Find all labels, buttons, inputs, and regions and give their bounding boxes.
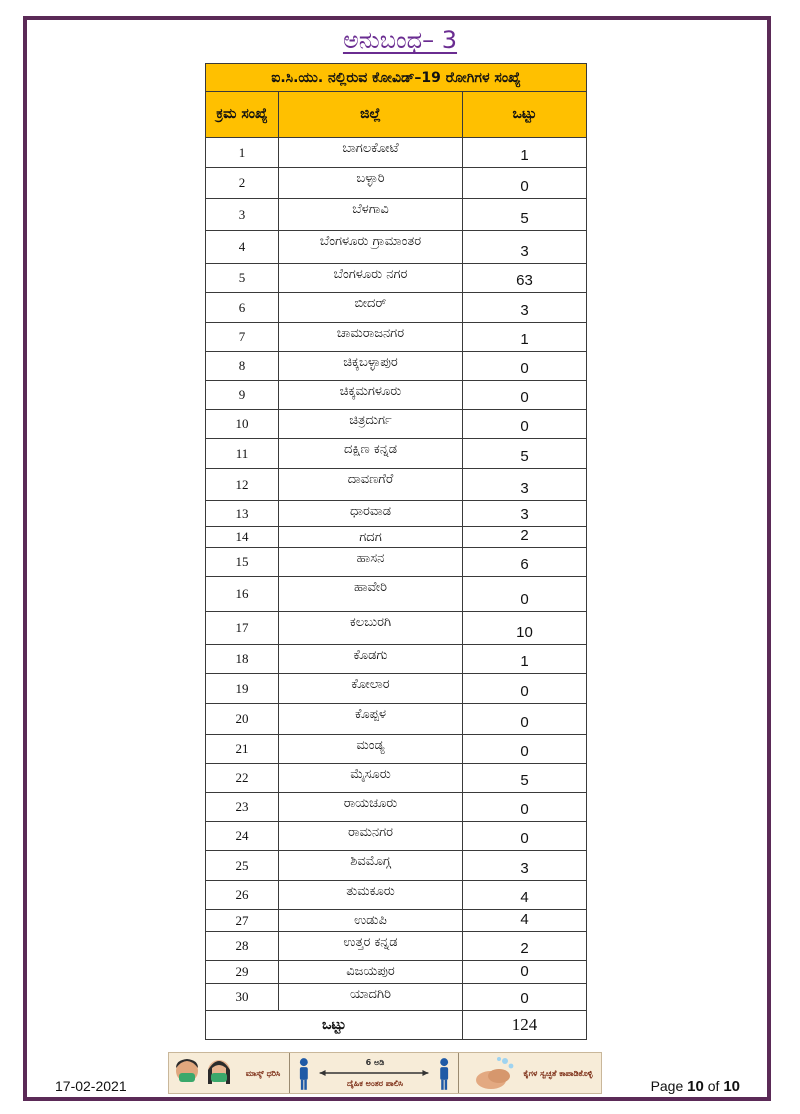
row-count: 0 [463, 381, 587, 410]
row-count: 0 [463, 984, 587, 1011]
row-serial-number: 30 [206, 984, 279, 1011]
page-current: 10 [687, 1078, 704, 1095]
table-row [206, 881, 587, 910]
table-row [206, 264, 587, 293]
header-district: ಜಿಲ್ಲೆ [279, 92, 463, 138]
row-count: 1 [463, 323, 587, 352]
row-serial-number: 8 [206, 352, 279, 381]
row-district: ದಾವಣಗೆರೆ [279, 469, 463, 501]
row-serial-number: 13 [206, 501, 279, 527]
header-total: ಒಟ್ಟು [463, 92, 587, 138]
row-district: ಚಿಕ್ಕಮಗಳೂರು [279, 381, 463, 410]
row-count: 0 [463, 410, 587, 439]
total-row [206, 1011, 587, 1040]
table-row [206, 439, 587, 469]
handwash-text: ಕೈಗಳ ಸ್ವಚ್ಛತೆ ಕಾಪಾಡಿಕೊಳ್ಳಿ [523, 1068, 593, 1078]
row-district: ಚಾಮರಾಜನಗರ [279, 323, 463, 352]
covid-guidelines-banner [168, 1052, 602, 1094]
row-count: 5 [463, 199, 587, 231]
row-serial-number: 15 [206, 548, 279, 577]
row-district: ಕೊಡಗು [279, 645, 463, 674]
masked-faces-icon [169, 1054, 241, 1092]
table-row [206, 645, 587, 674]
row-serial-number: 21 [206, 735, 279, 764]
row-district: ಚಿಕ್ಕಬಳ್ಳಾಪುರ [279, 352, 463, 381]
row-count: 0 [463, 168, 587, 199]
row-district: ಬೆಳಗಾವಿ [279, 199, 463, 231]
row-count: 0 [463, 961, 587, 984]
row-district: ವಿಜಯಪುರ [279, 961, 463, 984]
icu-patients-table [205, 63, 587, 1040]
footer-date: 17-02-2021 [55, 1078, 127, 1094]
row-serial-number: 28 [206, 932, 279, 961]
row-count: 5 [463, 764, 587, 793]
table-row [206, 612, 587, 645]
table-row [206, 410, 587, 439]
row-count: 0 [463, 352, 587, 381]
row-count: 1 [463, 645, 587, 674]
row-serial-number: 14 [206, 527, 279, 548]
table-row [206, 138, 587, 168]
table-row [206, 527, 587, 548]
mask-segment [169, 1053, 289, 1093]
row-serial-number: 4 [206, 231, 279, 264]
row-serial-number: 27 [206, 910, 279, 932]
table-row [206, 851, 587, 881]
table-row [206, 910, 587, 932]
row-count: 5 [463, 439, 587, 469]
page-number [651, 1078, 740, 1095]
row-district: ಕೊಪ್ಪಳ [279, 704, 463, 735]
row-serial-number: 22 [206, 764, 279, 793]
row-district: ಮೈಸೂರು [279, 764, 463, 793]
row-serial-number: 20 [206, 704, 279, 735]
row-count: 0 [463, 577, 587, 612]
row-serial-number: 26 [206, 881, 279, 910]
mask-text: ಮಾಸ್ಕ್ ಧರಿಸಿ [245, 1068, 281, 1078]
row-district: ಹಾಸನ [279, 548, 463, 577]
table-body [206, 138, 587, 1011]
table-row [206, 293, 587, 323]
row-district: ಯಾದಗಿರಿ [279, 984, 463, 1011]
row-serial-number: 24 [206, 822, 279, 851]
table-row [206, 793, 587, 822]
row-district: ತುಮಕೂರು [279, 881, 463, 910]
table-row [206, 577, 587, 612]
page-title: ಅನುಬಂಧ– 3 [342, 26, 458, 54]
row-serial-number: 9 [206, 381, 279, 410]
distance-segment [289, 1053, 459, 1093]
row-count: 0 [463, 793, 587, 822]
row-district: ಬೆಂಗಳೂರು ನಗರ [279, 264, 463, 293]
row-serial-number: 6 [206, 293, 279, 323]
row-count: 63 [463, 264, 587, 293]
row-serial-number: 19 [206, 674, 279, 704]
row-serial-number: 29 [206, 961, 279, 984]
row-count: 3 [463, 231, 587, 264]
row-count: 2 [463, 527, 587, 548]
total-label: ಒಟ್ಟು [206, 1011, 463, 1040]
row-count: 1 [463, 138, 587, 168]
row-serial-number: 10 [206, 410, 279, 439]
row-district: ರಾಯಚೂರು [279, 793, 463, 822]
row-district: ಚಿತ್ರದುರ್ಗ [279, 410, 463, 439]
table-row [206, 231, 587, 264]
row-serial-number: 16 [206, 577, 279, 612]
row-count: 4 [463, 910, 587, 932]
row-count: 0 [463, 822, 587, 851]
table-row [206, 984, 587, 1011]
row-count: 3 [463, 469, 587, 501]
row-serial-number: 17 [206, 612, 279, 645]
table-row [206, 501, 587, 527]
row-district: ಕಲಬುರಗಿ [279, 612, 463, 645]
row-count: 6 [463, 548, 587, 577]
table-row [206, 764, 587, 793]
row-district: ಕೋಲಾರ [279, 674, 463, 704]
row-count: 3 [463, 293, 587, 323]
row-count: 4 [463, 881, 587, 910]
row-count: 0 [463, 735, 587, 764]
table-row [206, 469, 587, 501]
table-row [206, 352, 587, 381]
row-district: ಹಾವೇರಿ [279, 577, 463, 612]
row-serial-number: 7 [206, 323, 279, 352]
row-serial-number: 1 [206, 138, 279, 168]
row-district: ರಾಮನಗರ [279, 822, 463, 851]
header-serial-number: ಕ್ರಮ ಸಂಖ್ಯೆ [206, 92, 279, 138]
table-row [206, 822, 587, 851]
table-row [206, 704, 587, 735]
row-district: ಮಂಡ್ಯ [279, 735, 463, 764]
row-count: 10 [463, 612, 587, 645]
row-district: ಬೆಂಗಳೂರು ಗ್ರಾಮಾಂತರ [279, 231, 463, 264]
row-district: ದಕ್ಷಿಣ ಕನ್ನಡ [279, 439, 463, 469]
page-prefix: Page [650, 1078, 684, 1094]
row-district: ಉಡುಪಿ [279, 910, 463, 932]
row-district: ಧಾರವಾಡ [279, 501, 463, 527]
row-count: 2 [463, 932, 587, 961]
row-serial-number: 3 [206, 199, 279, 231]
row-count: 3 [463, 501, 587, 527]
row-count: 0 [463, 704, 587, 735]
row-count: 3 [463, 851, 587, 881]
table-row [206, 932, 587, 961]
row-district: ಉತ್ತರ ಕನ್ನಡ [279, 932, 463, 961]
table-row [206, 548, 587, 577]
row-district: ಗದಗ [279, 527, 463, 548]
row-district: ಶಿವಮೊಗ್ಗ [279, 851, 463, 881]
table-row [206, 168, 587, 199]
row-serial-number: 18 [206, 645, 279, 674]
table-row [206, 381, 587, 410]
table-row [206, 961, 587, 984]
table-row [206, 323, 587, 352]
table-row [206, 735, 587, 764]
distance-value: 6 ಅಡಿ [365, 1058, 385, 1067]
row-serial-number: 12 [206, 469, 279, 501]
row-count: 0 [463, 674, 587, 704]
row-serial-number: 2 [206, 168, 279, 199]
handwash-icon [469, 1054, 519, 1092]
row-district: ಬಳ್ಳಾರಿ [279, 168, 463, 199]
handwash-segment [459, 1053, 601, 1093]
row-district: ಬಾಗಲಕೋಟೆ [279, 138, 463, 168]
distance-text: ದೈಹಿಕ ಅಂತರ ಪಾಲಿಸಿ [346, 1079, 404, 1088]
row-serial-number: 11 [206, 439, 279, 469]
row-serial-number: 5 [206, 264, 279, 293]
total-value: 124 [463, 1011, 587, 1040]
row-district: ಬೀದರ್ [279, 293, 463, 323]
table-row [206, 199, 587, 231]
table-banner-title: ಐ.ಸಿ.ಯು. ನಲ್ಲಿರುವ ಕೋವಿಡ್–19 ರೋಗಿಗಳ ಸಂಖ್ಯೆ [206, 64, 587, 92]
page-of: of [707, 1078, 720, 1094]
table-row [206, 674, 587, 704]
row-serial-number: 25 [206, 851, 279, 881]
page-total: 10 [723, 1078, 740, 1095]
row-serial-number: 23 [206, 793, 279, 822]
